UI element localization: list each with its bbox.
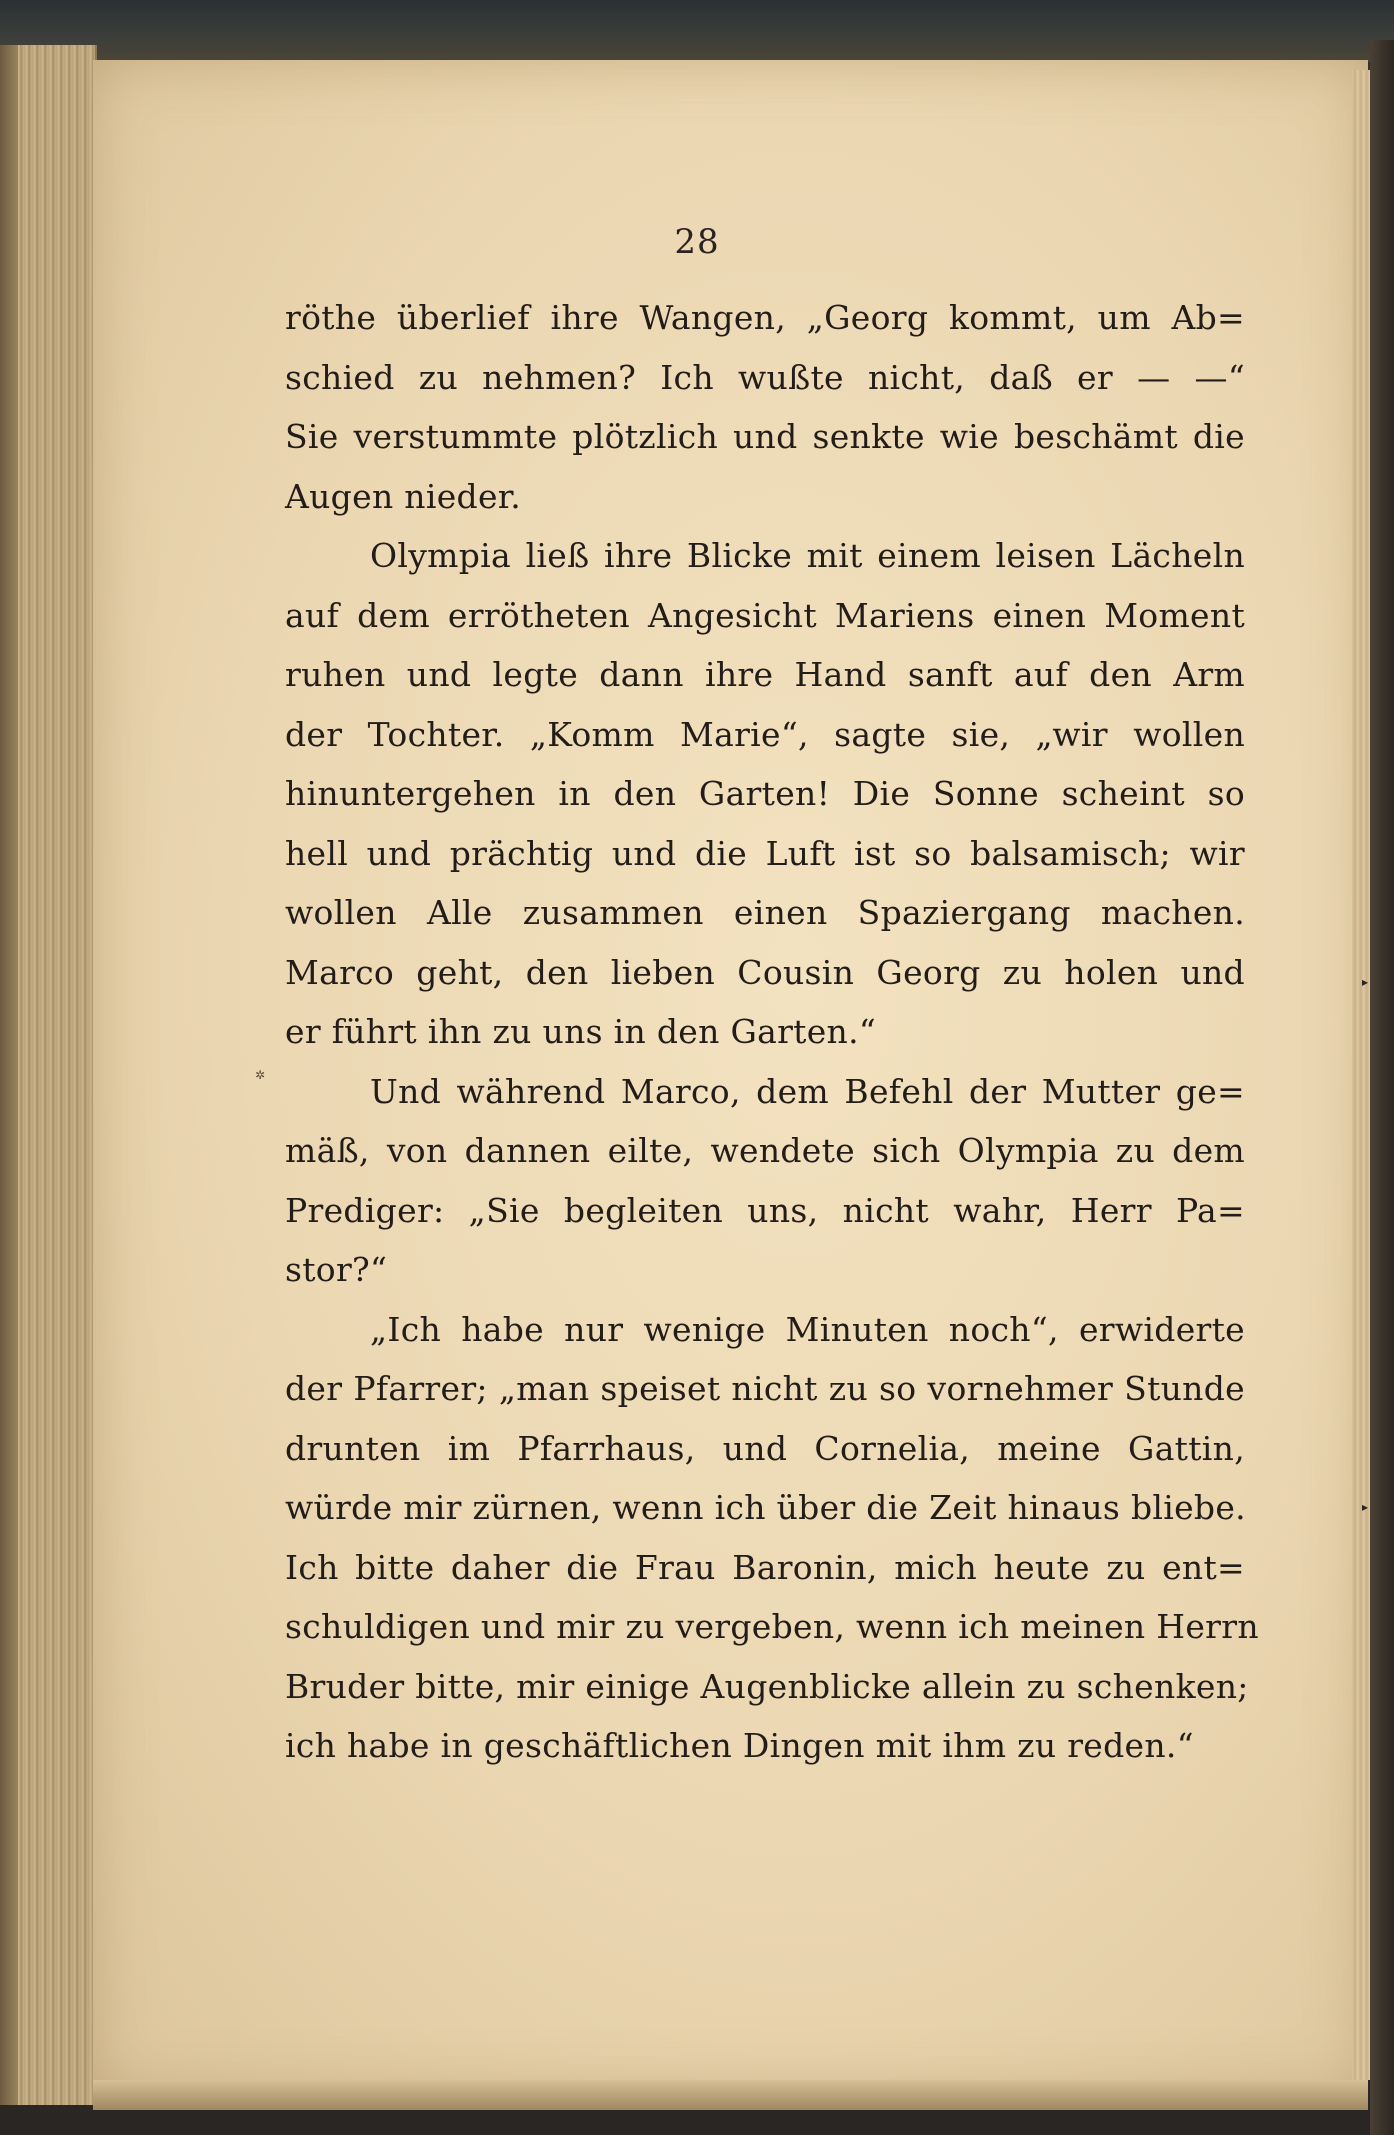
page-stack-right (1352, 70, 1370, 2080)
text-line: ich habe in geschäftlichen Dingen mit ihm zu reden.“ (285, 1726, 1194, 1765)
text-line: wollen Alle zusammen einen Spaziergang machen. (285, 893, 1245, 932)
text-line: der Pfarrer; „man speiset nicht zu so vornehmer Stunde (285, 1369, 1245, 1408)
text-line: Und während Marco, dem Befehl der Mutter ge= (370, 1071, 1245, 1111)
page-bottom-edge (93, 2080, 1368, 2110)
text-line: Augen nieder. (285, 476, 522, 516)
text-line: schuldigen und mir zu vergeben, wenn ich meinen Herrn (285, 1607, 1259, 1646)
book-cover-top (0, 0, 1394, 62)
text-line: Olympia ließ ihre Blicke mit einem leisen Lächeln (370, 536, 1245, 575)
text-line: Prediger: „Sie begleiten uns, nicht wahr, Herr Pa= (285, 1190, 1245, 1230)
page-number: 28 (674, 222, 720, 262)
text-line: „Ich habe nur wenige Minuten noch“, erwiderte (370, 1309, 1245, 1349)
page-text (285, 288, 1259, 1776)
text-line: auf dem errötheten Angesicht Mariens einen Moment (285, 595, 1245, 635)
text-line: hell und prächtig und die Luft ist so balsamisch; wir (285, 833, 1245, 873)
text-line: drunten im Pfarrhaus, und Cornelia, meine Gattin, (285, 1428, 1245, 1468)
text-line: röthe überlief ihre Wangen, „Georg kommt, um Ab= (285, 298, 1245, 337)
text-line: stor?“ (285, 1250, 388, 1289)
text-line: würde mir zürnen, wenn ich über die Zeit hinaus bliebe. (285, 1488, 1246, 1527)
text-line: mäß, von dannen eilte, wendete sich Olympia zu dem (285, 1131, 1245, 1170)
margin-tick-mark: ▸ (1362, 975, 1369, 989)
text-line: schied zu nehmen? Ich wußte nicht, daß er — —“ (285, 357, 1245, 397)
text-line: Marco geht, den lieben Cousin Georg zu holen und (285, 952, 1245, 992)
text-line: er führt ihn zu uns in den Garten.“ (285, 1012, 877, 1051)
text-line: Sie verstummte plötzlich und senkte wie beschämt die (285, 417, 1245, 456)
book-cover-right (1370, 40, 1394, 2135)
text-line: ruhen und legte dann ihre Hand sanft auf den Arm (285, 655, 1245, 694)
text-line: hinuntergehen in den Garten! Die Sonne scheint so (285, 774, 1245, 813)
text-line: der Tochter. „Komm Marie“, sagte sie, „wir wollen (285, 714, 1245, 754)
margin-tick-mark: ▸ (1362, 1500, 1369, 1514)
text-line: Ich bitte daher die Frau Baronin, mich heute zu ent= (285, 1547, 1245, 1587)
ink-speck: ✲ (255, 1068, 266, 1082)
book-spine-edge (0, 45, 18, 2105)
text-line: Bruder bitte, mir einige Augenblicke allein zu schenken; (285, 1666, 1249, 1706)
